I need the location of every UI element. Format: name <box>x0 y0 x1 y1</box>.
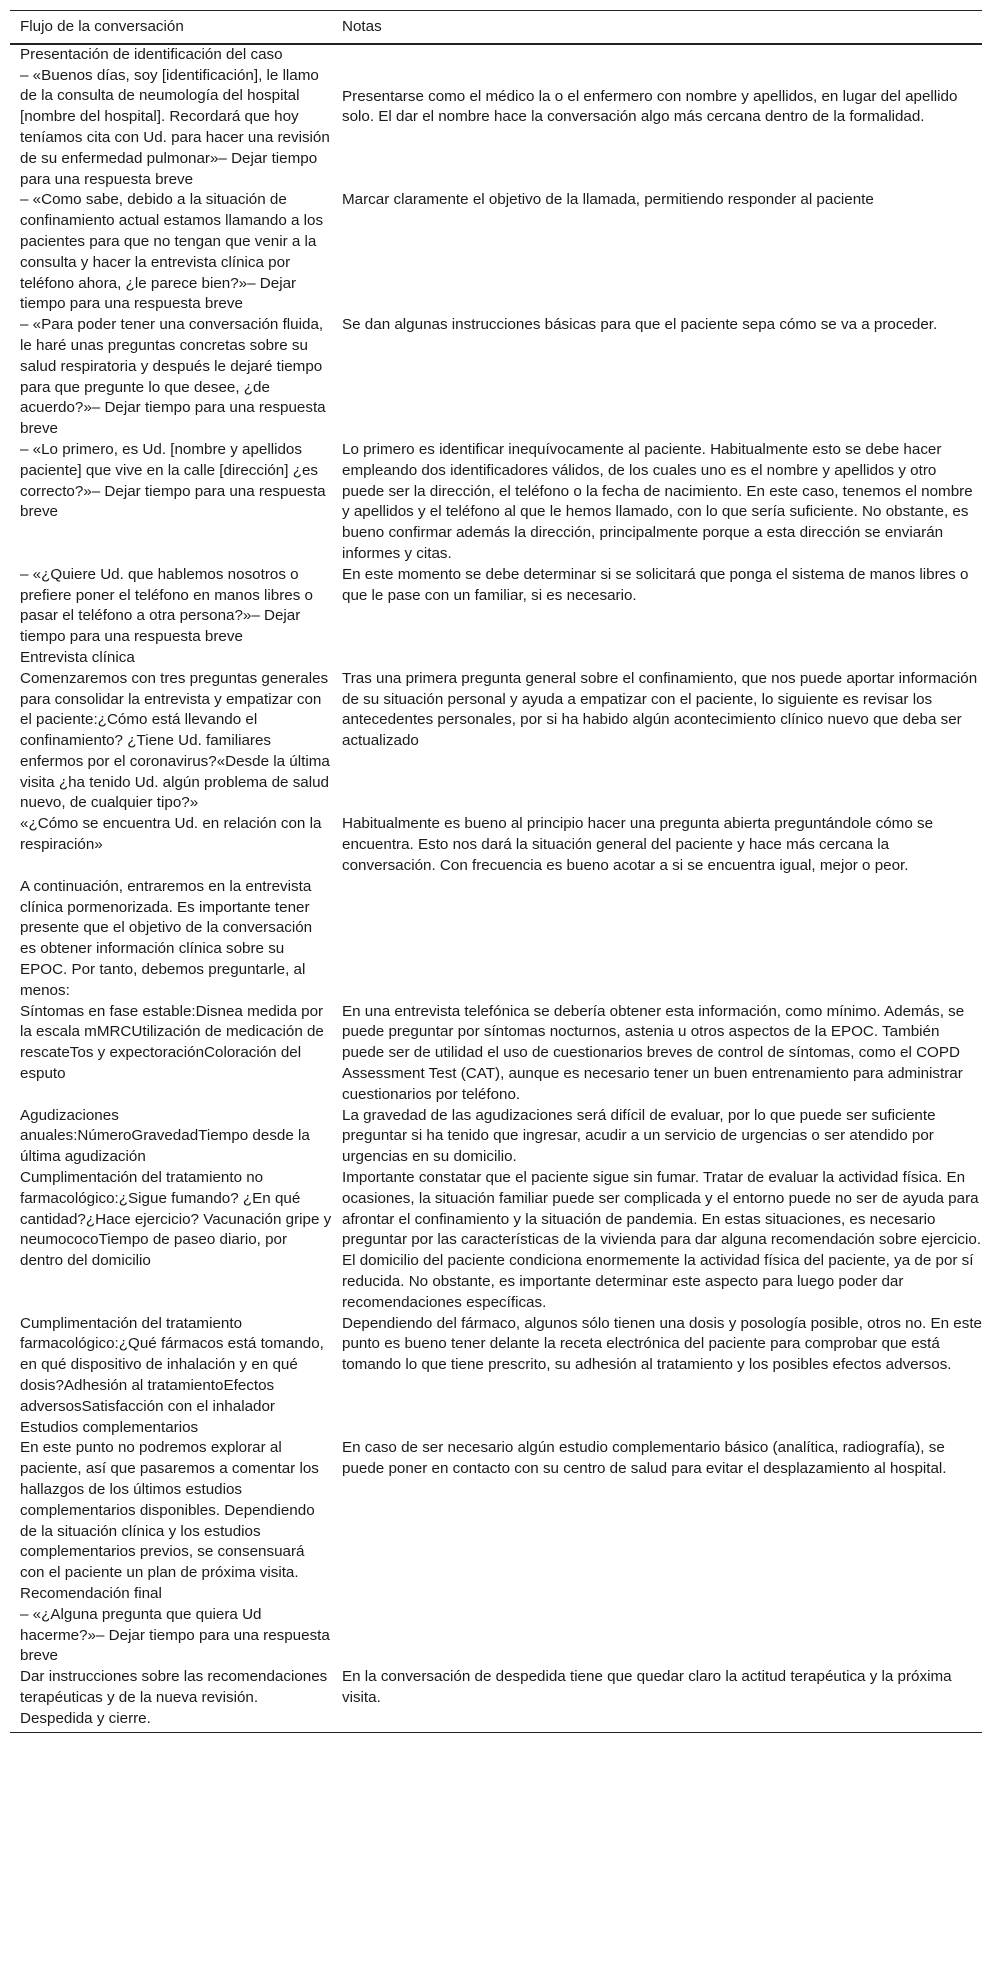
table-row <box>10 565 982 648</box>
notes-cell <box>332 1418 982 1439</box>
table-row <box>10 315 982 440</box>
flow-cell: – «Lo primero, es Ud. [nombre y apellidos paciente] que vive en la calle [dirección] ¿es correcto?»– Dejar tiempo para una respuesta breve <box>20 440 326 521</box>
table-row <box>10 1438 982 1584</box>
flow-cell <box>10 814 332 1001</box>
flow-question: «¿Cómo se encuentra Ud. en relación con la respiración» <box>20 815 322 854</box>
header-notes: Notas <box>332 11 982 44</box>
table-row <box>10 190 982 315</box>
flow-cell: En este punto no podremos explorar al paciente, así que pasaremos a comentar los hallazgos de los últimos estudios complementarios disponibles. Dependiendo de la situación clínica y los estudios complementarios previos, se consensuará con el paciente un plan de próxima visita. <box>20 1439 319 1582</box>
table-row <box>10 1002 982 1106</box>
notes-cell: La gravedad de las agudizaciones será difícil de evaluar, por lo que puede ser suficiente preguntar si ha tenido que ingresar, acudir a un servicio de urgencias o ser atendido por urgencias en su domicilio. <box>342 1106 936 1166</box>
notes-cell <box>332 44 982 66</box>
notes-cell: Presentarse como el médico la o el enfermero con nombre y apellidos, en lugar del apellido solo. El dar el nombre hace la conversación algo más cercana dentro de la formalidad. <box>342 87 958 126</box>
notes-cell: Dependiendo del fármaco, algunos sólo tienen una dosis y posología posible, otros no. En este punto es bueno tener delante la receta electrónica del paciente para comprobar que está tomando lo que tiene prescrito, su adhesión al tratamiento y los posibles efectos adversos. <box>342 1314 982 1374</box>
notes-cell: En la conversación de despedida tiene que quedar claro la actitud terapéutica y la próxima visita. <box>332 1667 982 1732</box>
flow-cell: Cumplimentación del tratamiento no farmacológico:¿Sigue fumando? ¿En qué cantidad?¿Hace ejercicio? Vacunación gripe y neumococoTiempo de paseo diario, por dentro del domicilio <box>20 1169 332 1270</box>
section-row <box>10 648 982 669</box>
notes-cell: Tras una primera pregunta general sobre el confinamiento, que nos puede aportar información de su situación personal y ayuda a empatizar con el paciente, lo siguiente es revisar los antecedentes personales, por si ha habido algún acontecimiento clínico nuevo que deba ser actualizado <box>342 669 978 750</box>
header-flow: Flujo de la conversación <box>10 11 332 44</box>
section-row <box>10 1418 982 1439</box>
notes-cell: En este momento se debe determinar si se solicitará que ponga el sistema de manos libres o que le pase con un familiar, si es necesario. <box>342 565 969 604</box>
table-row <box>10 440 982 565</box>
notes-cell: Habitualmente es bueno al principio hacer una pregunta abierta preguntándole cómo se encuentra. Esto nos dará la situación general del paciente y hace más cercana la conversación. Con frecuencia es bueno acotar a si se encuentra igual, mejor o peor. <box>342 815 934 874</box>
table-row <box>10 814 982 1001</box>
flow-cell: – «Como sabe, debido a la situación de confinamiento actual estamos llamando a los pacientes para que no tengan que venir a la consulta y hacer la entrevista clínica por teléfono ahora, ¿le parece bien?»– Dejar tiempo para una respuesta breve <box>20 191 324 313</box>
flow-cell: Agudizaciones anuales:NúmeroGravedadTiempo desde la última agudización <box>20 1106 310 1166</box>
flow-cell: Síntomas en fase estable:Disnea medida por la escala mMRCUtilización de medicación de rescateTos y expectoraciónColoración del esputo <box>20 1002 324 1083</box>
notes-cell: En caso de ser necesario algún estudio complementario básico (analítica, radiografía), se puede poner en contacto con su centro de salud para evitar el desplazamiento al hospital. <box>342 1439 947 1478</box>
notes-cell <box>332 1584 982 1605</box>
table-row <box>10 669 982 815</box>
flow-cell: – «¿Alguna pregunta que quiera Ud hacerme?»– Dejar tiempo para una respuesta breve <box>20 1605 330 1665</box>
notes-cell: Lo primero es identificar inequívocamente al paciente. Habitualmente esto se debe hacer empleando dos identificadores válidos, de los cuales uno es el nombre y apellidos y otro puede ser la dirección, el teléfono o la fecha de nacimiento. En este caso, tenemos el nombre y apellidos y el teléfono al que le hemos llamado, con lo que sería suficiente. No obstante, es bueno confirmar además la dirección, principalmente porque a esta dirección se enviarán informes y citas. <box>342 440 973 562</box>
notes-cell: Se dan algunas instrucciones básicas para que el paciente sepa cómo se va a proceder. <box>342 316 938 334</box>
notes-cell: Importante constatar que el paciente sigue sin fumar. Tratar de evaluar la actividad física. En ocasiones, la situación familiar puede ser complicada y el entorno puede no ser de ayuda para afrontar el confinamiento y la situación de pandemia. En estas situaciones, es necesario preguntar por las características de la vivienda para dar alguna recomendación sobre ejercicio. El domicilio del paciente condiciona enormemente la actividad física del paciente, ya de por sí reducida. No obstante, es importante determinar este aspecto para luego poder dar recomendaciones específicas. <box>342 1169 982 1311</box>
table-row <box>10 1667 982 1732</box>
flow-intro: A continuación, entraremos en la entrevista clínica pormenorizada. Es importante tener presente que el objetivo de la conversación es obtener información clínica sobre su EPOC. Por tanto, debemos preguntarle, al menos: <box>20 877 313 999</box>
section-title: Entrevista clínica <box>20 648 135 666</box>
table-row <box>10 1314 982 1418</box>
conversation-table <box>10 10 982 1733</box>
notes-cell: Marcar claramente el objetivo de la llamada, permitiendo responder al paciente <box>342 191 874 209</box>
spacer <box>20 856 332 877</box>
notes-cell <box>332 1605 982 1667</box>
flow-cell: – «¿Quiere Ud. que hablemos nosotros o prefiere poner el teléfono en manos libres o pasar el teléfono a otra persona?»– Dejar tiempo para una respuesta breve <box>20 565 313 646</box>
section-title: Estudios complementarios <box>20 1418 199 1436</box>
flow-cell: Comenzaremos con tres preguntas generales para consolidar la entrevista y empatizar con el paciente:¿Cómo está llevando el confinamiento? ¿Tiene Ud. familiares enfermos por el coronavirus?«Desde la última visita ¿ha tenido Ud. algún problema de salud nuevo, de cualquier tipo?» <box>20 669 330 812</box>
flow-cell: – «Para poder tener una conversación fluida, le haré unas preguntas concretas sobre su salud respiratoria y después le dejaré tiempo para que pregunte lo que desee, ¿de acuerdo?»– Dejar tiempo para una respuesta breve <box>20 316 326 438</box>
flow-cell: – «Buenos días, soy [identificación], le llamo de la consulta de neumología del hospital [nombre del hospital]. Recordará que hoy teníamos cita con Ud. para hacer una revisión de su enfermedad pulmonar»– Dejar tiempo para una respuesta breve <box>20 66 330 188</box>
table-row <box>10 1168 982 1314</box>
notes-cell <box>332 648 982 669</box>
section-row <box>10 1584 982 1605</box>
table-row <box>10 1106 982 1168</box>
table-row <box>10 1605 982 1667</box>
section-title: Recomendación final <box>20 1584 162 1602</box>
notes-cell: En una entrevista telefónica se debería obtener esta información, como mínimo. Además, se puede preguntar por síntomas nocturnos, astenia u otros aspectos de la EPOC. También puede ser de utilidad el uso de cuestionarios breves de control de síntomas, como el COPD Assessment Test (CAT), aunque es necesario tener un buen entrenamiento para administrar cuestionarios por teléfono. <box>342 1002 965 1103</box>
table-header-row <box>10 11 982 44</box>
flow-cell: Dar instrucciones sobre las recomendaciones terapéuticas y de la nueva revisión. Despedida y cierre. <box>10 1667 332 1732</box>
section-title: Presentación de identificación del caso <box>20 45 283 63</box>
section-row <box>10 44 982 66</box>
table-row <box>10 66 982 191</box>
flow-cell: Cumplimentación del tratamiento farmacológico:¿Qué fármacos está tomando, en qué dispositivo de inhalación y en qué dosis?Adhesión al tratamientoEfectos adversosSatisfacción con el inhalador <box>20 1314 324 1415</box>
